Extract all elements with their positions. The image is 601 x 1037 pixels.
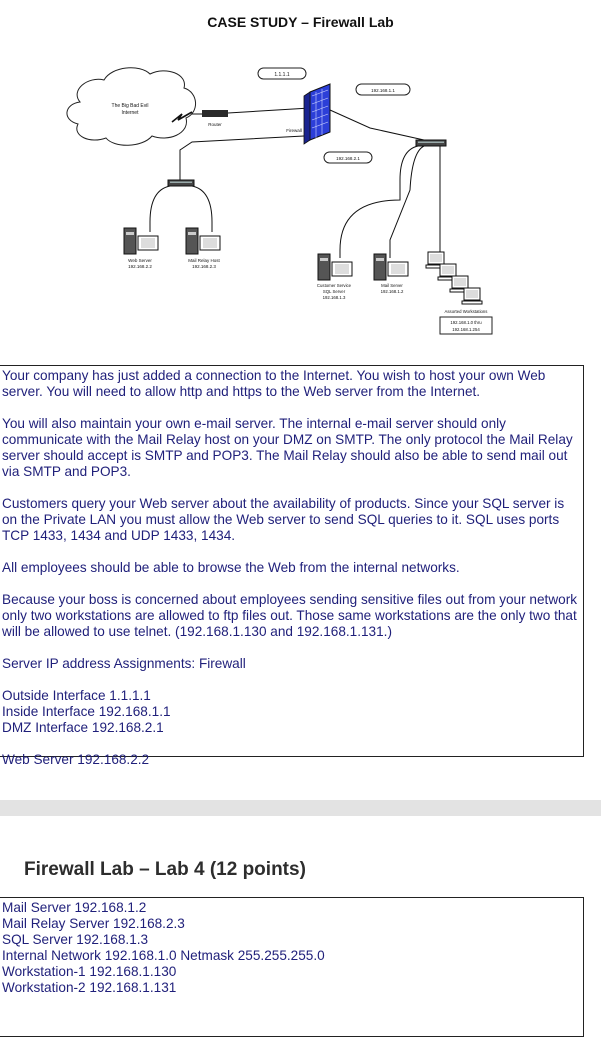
workstations-label: Assorted Workstations: [444, 309, 488, 314]
cloud-label-line2: Internet: [121, 110, 139, 116]
server-list-item: SQL Server 192.168.1.3: [2, 932, 149, 947]
page-title: CASE STUDY – Firewall Lab: [207, 14, 394, 30]
paragraph-ftp-telnet: Because your boss is concerned about employees sending sensitive files out from your network only two workstations are allowed to ftp files out. Those same workstations are the only two that will be allowed to use telnet. (192.168.1.130 and 192.168.1.131.): [2, 592, 578, 639]
firewall-label: Firewall: [286, 128, 302, 133]
web-server-ip: 192.168.2.2: [128, 264, 152, 269]
internet-cloud: [67, 68, 196, 146]
paragraph-email: You will also maintain your own e-mail server. The internal e-mail server should only communicate with the Mail Relay host on your DMZ on SMTP. The only protocol the Mail Relay server should accept is SMTP and POP3. The Mail Relay should also be able to send mail out via SMTP and POP3.: [2, 416, 573, 479]
svg-text:192.168.1.1: 192.168.1.1: [371, 88, 395, 93]
inside-ip-callout: [356, 84, 410, 95]
dmz-interface-line: DMZ Interface 192.168.2.1: [2, 720, 164, 735]
router: [202, 110, 228, 127]
workstations-range-line2: 192.168.1.254: [452, 327, 480, 332]
inside-interface-line: Inside Interface 192.168.1.1: [2, 704, 171, 719]
sql-server: [317, 254, 352, 300]
mail-server: [374, 254, 408, 294]
sql-name-line1: Customer Service: [316, 283, 352, 288]
server-list-item: Workstation-1 192.168.1.130: [2, 964, 177, 979]
paragraph-http: Your company has just added a connection to the Internet. You wish to host your own Web server. You will need to allow http and https to the Web server from the Internet.: [2, 368, 546, 399]
web-server-name: Web Server: [128, 258, 152, 263]
lab-title: Firewall Lab – Lab 4 (12 points): [24, 859, 306, 880]
firewall: [286, 84, 330, 144]
server-list: [0, 897, 584, 1037]
server-list-item: Mail Relay Server 192.168.2.3: [2, 916, 185, 931]
cloud-label-line1: The Big Bad Evil: [111, 103, 149, 109]
mail-relay-host: [186, 228, 221, 269]
relay-name: Mail Relay Host: [188, 258, 220, 263]
outside-interface-line: Outside Interface 1.1.1.1: [2, 688, 151, 703]
paragraph-browse: All employees should be able to browse the Web from the internal networks.: [2, 560, 460, 575]
mail-server-ip: 192.168.1.2: [380, 289, 404, 294]
svg-text:192.168.2.1: 192.168.2.1: [336, 156, 360, 161]
svg-text:1.1.1.1: 1.1.1.1: [274, 72, 290, 78]
page-separator: [0, 800, 601, 816]
relay-ip: 192.168.2.3: [192, 264, 216, 269]
dmz-ip-callout: [324, 152, 372, 163]
web-server: [124, 228, 158, 269]
router-label: Router: [208, 122, 222, 127]
dmz-switch: [168, 180, 194, 186]
network-diagram: [0, 40, 601, 360]
case-study-text: [0, 365, 584, 767]
server-list-item: Mail Server 192.168.1.2: [2, 900, 147, 915]
mail-server-name: Mail Server: [381, 283, 403, 288]
paragraph-sql: Customers query your Web server about the availability of products. Since your SQL server is on the Private LAN you must allow the Web server to send SQL queries to it. SQL uses ports TCP 1433, 1434 and UDP 1433, 1434.: [2, 496, 565, 543]
outside-ip-callout: [258, 68, 306, 79]
inside-switch: [416, 140, 446, 146]
workstations-range-line1: 192.168.1.0 thru: [450, 320, 482, 325]
sql-ip: 192.168.1.3: [322, 295, 346, 300]
assignments-heading: Server IP address Assignments: Firewall: [2, 656, 246, 671]
workstations: [426, 252, 492, 334]
server-list-item: Workstation-2 192.168.1.131: [2, 980, 177, 995]
server-list-item: Internal Network 192.168.1.0 Netmask 255.255.255.0: [2, 948, 325, 963]
sql-name-line2: SQL Server: [322, 289, 346, 294]
web-server-line: Web Server 192.168.2.2: [2, 752, 150, 767]
